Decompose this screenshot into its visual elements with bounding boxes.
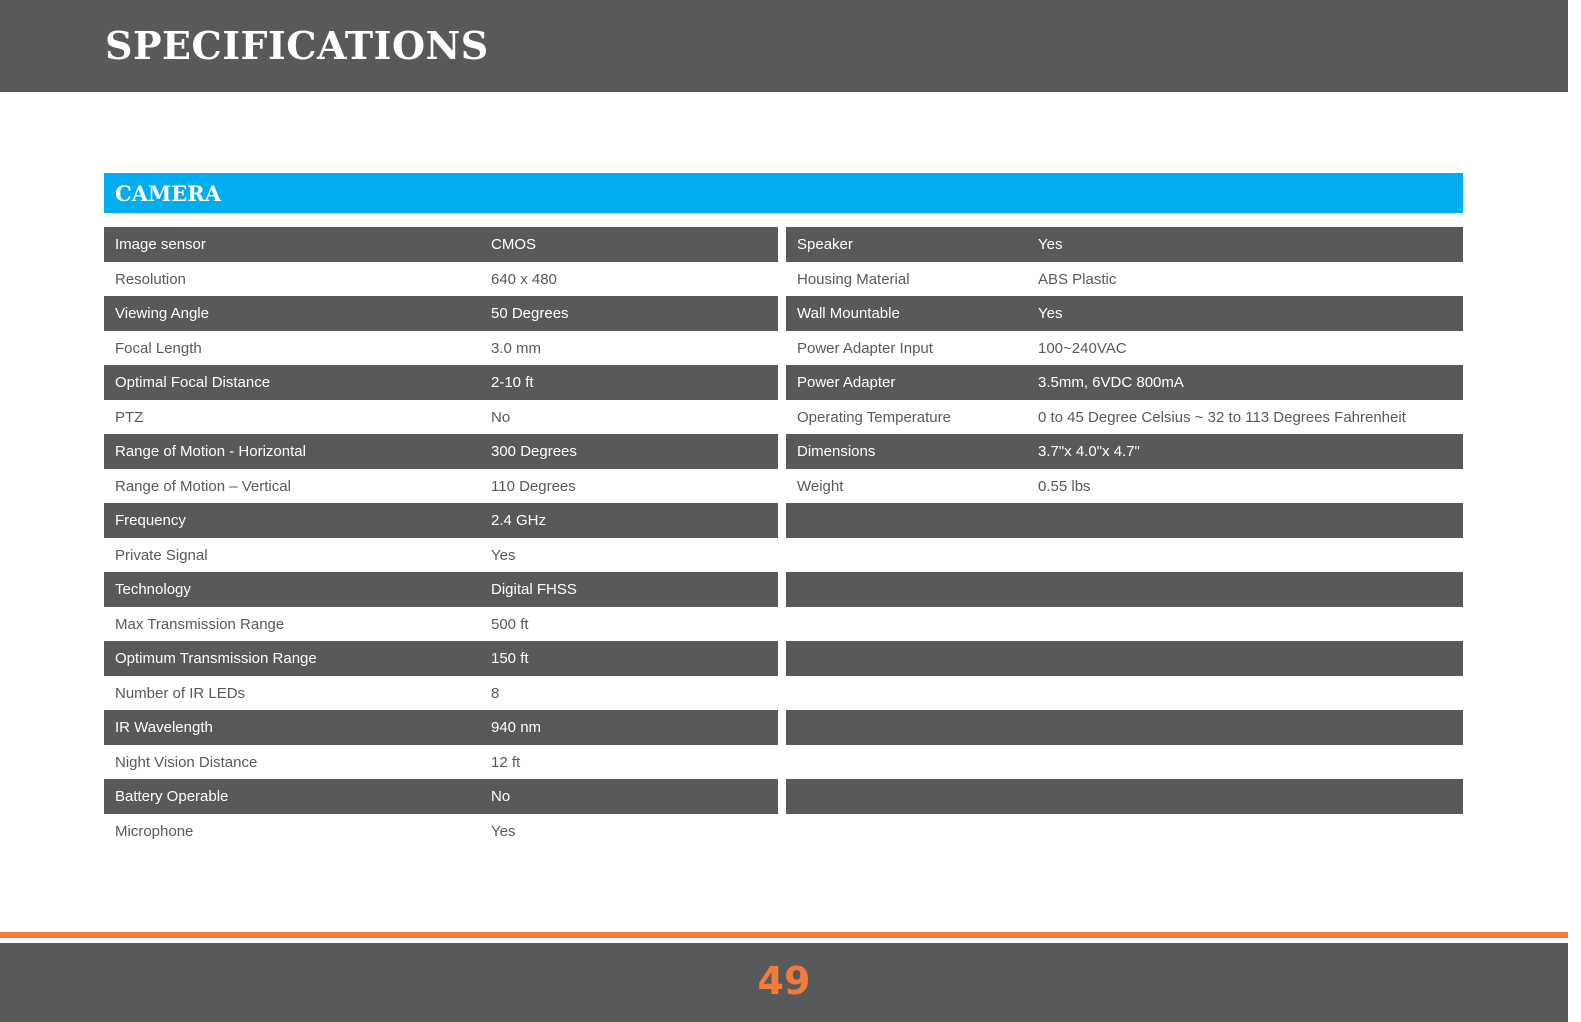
spec-label: Speaker <box>797 236 853 253</box>
table-row <box>786 400 1463 435</box>
spec-label: Viewing Angle <box>115 305 209 322</box>
page-header <box>0 0 1568 92</box>
section-title: CAMERA <box>115 181 222 206</box>
table-row <box>104 331 778 366</box>
table-row <box>786 434 1463 469</box>
spec-label: Range of Motion – Vertical <box>115 477 291 495</box>
spec-value: CMOS <box>491 236 536 253</box>
table-row <box>104 469 778 504</box>
spec-value: No <box>491 408 511 426</box>
spec-value: 150 ft <box>491 650 529 667</box>
table-row <box>104 779 778 814</box>
spec-label: Dimensions <box>797 443 876 460</box>
page-footer <box>0 943 1568 1022</box>
spec-value: 3.5mm, 6VDC 800mA <box>1038 374 1184 391</box>
table-row <box>104 745 778 780</box>
spec-label: Battery Operable <box>115 788 229 805</box>
table-row <box>786 572 1463 607</box>
table-row <box>786 296 1463 331</box>
table-row <box>104 572 778 607</box>
spec-value: Yes <box>1038 236 1063 253</box>
spec-label: Night Vision Distance <box>115 753 258 771</box>
spec-value: ABS Plastic <box>1038 270 1117 288</box>
spec-value: 110 Degrees <box>491 477 576 495</box>
spec-value: 640 x 480 <box>491 270 557 288</box>
section-bar-camera <box>104 173 1463 213</box>
spec-label: Optimum Transmission Range <box>115 650 317 667</box>
table-row <box>786 676 1463 711</box>
table-row <box>786 779 1463 814</box>
spec-label: Optimal Focal Distance <box>115 374 271 391</box>
table-row <box>104 434 778 469</box>
table-row <box>104 503 778 538</box>
spec-label: Range of Motion - Horizontal <box>115 443 306 460</box>
spec-value: 2-10 ft <box>491 374 534 391</box>
table-row <box>786 710 1463 745</box>
table-row <box>786 331 1463 366</box>
spec-value: 3.0 mm <box>491 339 542 357</box>
spec-value: 50 Degrees <box>491 305 569 322</box>
table-row <box>786 641 1463 676</box>
spec-value: 500 ft <box>491 615 529 633</box>
spec-value: No <box>491 788 511 805</box>
table-row <box>786 365 1463 400</box>
table-row <box>104 262 778 297</box>
table-row <box>786 538 1463 573</box>
table-row <box>104 227 778 262</box>
spec-label: Number of IR LEDs <box>115 684 246 702</box>
spec-label: Frequency <box>115 512 186 529</box>
table-row <box>786 262 1463 297</box>
spec-table-right <box>786 227 1463 814</box>
table-row <box>104 710 778 745</box>
spec-label: Max Transmission Range <box>115 615 285 633</box>
spec-label: Resolution <box>115 270 186 288</box>
table-row <box>786 503 1463 538</box>
spec-label: Wall Mountable <box>797 305 900 322</box>
page-title: SPECIFICATIONS <box>105 23 489 68</box>
spec-value: 2.4 GHz <box>491 512 547 529</box>
spec-value: 0 to 45 Degree Celsius ~ 32 to 113 Degrees Fahrenheit <box>1038 408 1406 426</box>
spec-label: Technology <box>115 581 191 598</box>
table-row <box>786 745 1463 780</box>
table-row <box>104 400 778 435</box>
spec-value: 12 ft <box>491 753 521 771</box>
table-row <box>104 814 778 849</box>
footer-accent-line <box>0 932 1568 938</box>
spec-label: Focal Length <box>115 339 202 357</box>
table-row <box>786 227 1463 262</box>
spec-value: Yes <box>491 822 516 840</box>
spec-value: 940 nm <box>491 719 542 736</box>
page-number: 49 <box>757 959 811 1003</box>
spec-label: Microphone <box>115 822 194 840</box>
spec-label: IR Wavelength <box>115 719 213 736</box>
spec-value: 8 <box>491 684 500 702</box>
spec-label: Housing Material <box>797 270 910 288</box>
spec-value: Digital FHSS <box>491 581 577 598</box>
table-row <box>104 365 778 400</box>
spec-label: Weight <box>797 477 844 495</box>
table-row <box>104 607 778 642</box>
spec-value: 3.7"x 4.0"x 4.7" <box>1038 443 1140 460</box>
table-row <box>104 676 778 711</box>
spec-label: Image sensor <box>115 236 206 253</box>
spec-value: 0.55 lbs <box>1038 477 1091 495</box>
table-row <box>104 296 778 331</box>
spec-value: 300 Degrees <box>491 443 577 460</box>
spec-label: Operating Temperature <box>797 408 951 426</box>
spec-value: Yes <box>1038 305 1063 322</box>
table-row <box>104 538 778 573</box>
table-row <box>786 607 1463 642</box>
spec-value: Yes <box>491 546 516 564</box>
spec-label: PTZ <box>115 408 144 426</box>
spec-label: Private Signal <box>115 546 208 564</box>
table-row <box>104 641 778 676</box>
spec-label: Power Adapter Input <box>797 339 933 357</box>
spec-table-left <box>104 227 778 848</box>
spec-value: 100~240VAC <box>1038 339 1127 357</box>
spec-label: Power Adapter <box>797 374 896 391</box>
table-row <box>786 469 1463 504</box>
